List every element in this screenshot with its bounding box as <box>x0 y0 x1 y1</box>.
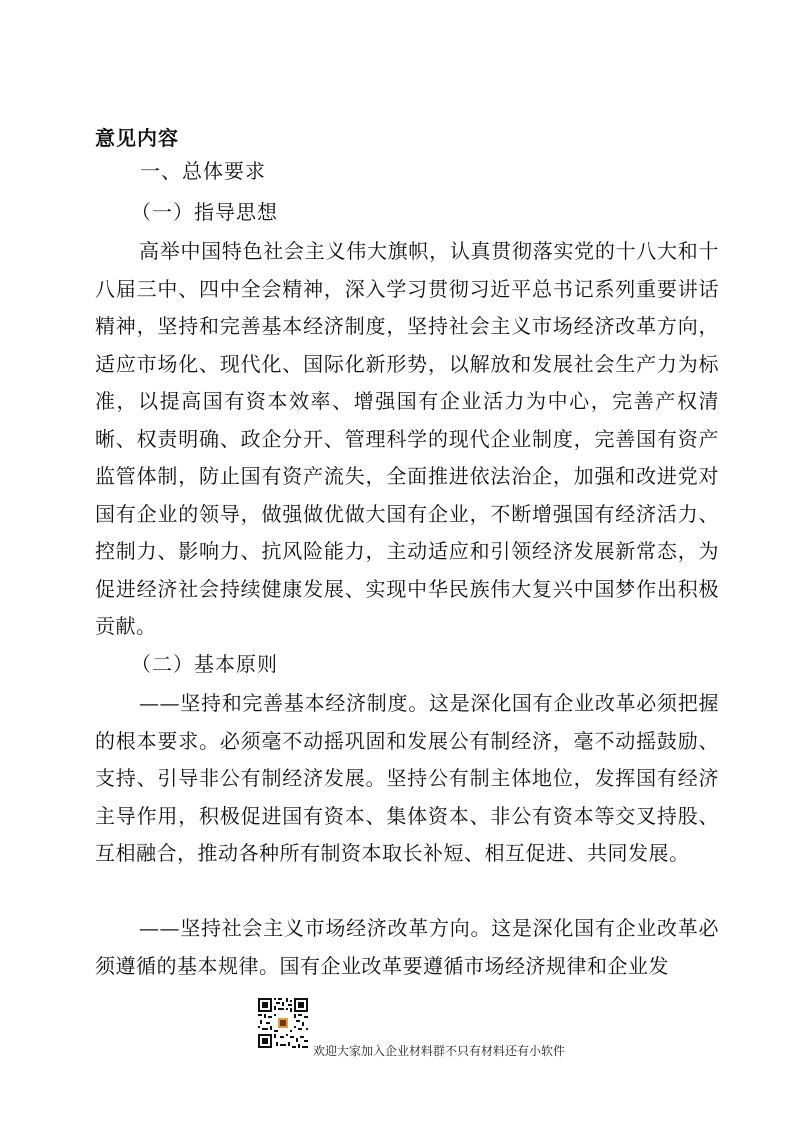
sub-title-basic-principles: （二）基本原则 <box>131 652 278 676</box>
sub-title-guiding-ideology: （一）指导思想 <box>131 200 278 224</box>
paragraph-principle-1: ——坚持和完善基本经济制度。这是深化国有企业改革必须把握的根本要求。必须毫不动摇巩固和发展公有制经济，毫不动摇鼓励、支持、引导非公有制经济发展。坚持公有制主体地位，发挥国有经济主导作用，积极促进国有资本、集体资本、非公有资本等交叉持股、互相融合，推动各种所有制资本取长补短、相互促进、共同发展。 <box>95 691 719 865</box>
section-title: 一、总体要求 <box>140 159 266 183</box>
qr-code-icon <box>258 998 308 1048</box>
paragraph-guiding-ideology: 高举中国特色社会主义伟大旗帜，认真贯彻落实党的十八大和十八届三中、四中全会精神，深入学习贯彻习近平总书记系列重要讲话精神，坚持和完善基本经济制度，坚持社会主义市场经济改革方向，适应市场化、现代化、国际化新形势，以解放和发展社会生产力为标准，以提高国有资本效率、增强国有企业活力为中心，完善产权清晰、权责明确、政企分开、管理科学的现代企业制度，完善国有资产监管体制，防止国有资产流失，全面推进依法治企，加强和改进党对国有企业的领导，做强做优做大国有企业，不断增强国有经济活力、控制力、影响力、抗风险能力，主动适应和引领经济发展新常态，为促进经济社会持续健康发展、实现中华民族伟大复兴中国梦作出积极贡献。 <box>95 239 719 638</box>
document-heading: 意见内容 <box>95 126 179 150</box>
footer-promo-text: 欢迎大家加入企业材料群不只有材料还有小软件 <box>313 1044 566 1058</box>
paragraph-principle-2: ——坚持社会主义市场经济改革方向。这是深化国有企业改革必须遵循的基本规律。国有企业改革要遵循市场经济规律和企业发 <box>95 916 719 978</box>
